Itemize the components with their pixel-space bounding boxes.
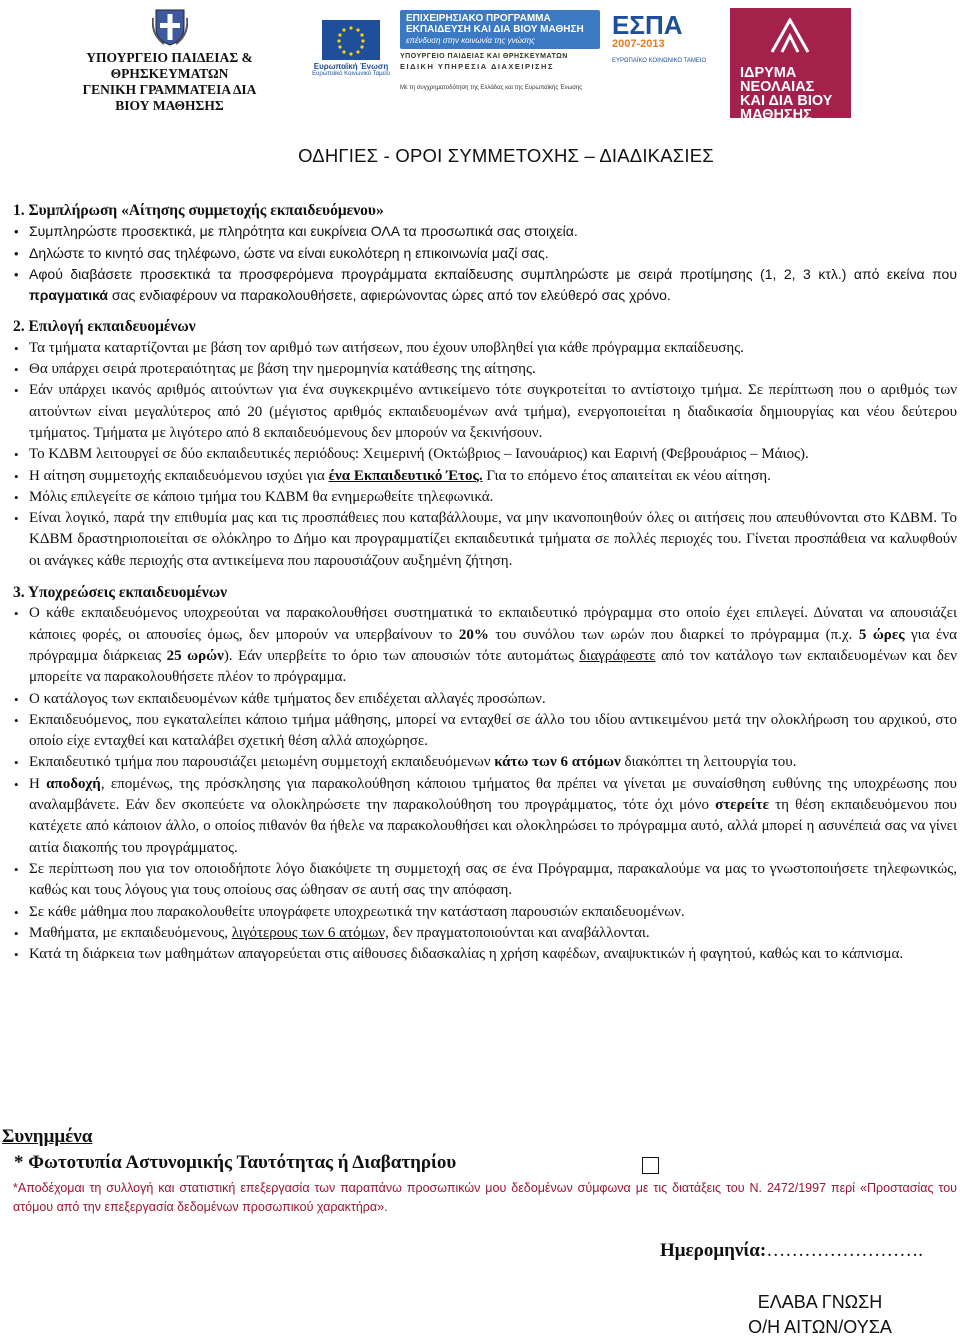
idryma-line-4: ΜΑΘΗΣΗΣ <box>740 107 812 123</box>
section-1-heading: 1. Συμπλήρωση «Αίτησης συμμετοχής εκπαιδευόμενου» <box>13 202 384 219</box>
program-logo <box>400 10 600 91</box>
date-dots: ……………………. <box>766 1240 923 1261</box>
espa-logo <box>612 12 712 64</box>
eu-sub-label: Ευρωπαϊκό Κοινωνικό Ταμείο <box>312 71 390 77</box>
consent-footnote: *Αποδέχομαι τη συλλογή και στατιστική επεξεργασία των παραπάνω προσωπικών μου δεδομένων σύμφωνα με τις διατάξεις του Ν. 2472/1997 περί «Προστασίας του ατόμου από την επεξεργασία δεδομένων προσωπικού χαρακτήρα». <box>13 1181 957 1214</box>
list-item: • Η αποδοχή, επομένως, της πρόσκλησης για παρακολούθηση κάποιου τμήματος θα πρέπει να γίνεται με συναίσθηση ευθύνης της υποχρέωσης που αναλαμβάνετε. Εάν δεν σκοπεύετε να ολοκληρώσετε την παρακολούθηση του προγράμματος, τότε όχι μόνο στερείτε τη θέση εκπαιδευόμενου που κατέχετε από κάποιον άλλο, ο οποίος πιθανόν θα ήθελε να παρακολουθήσει και ολοκληρώσει το πρόγραμμα αυτό, αλλά μπορεί η ασυνέπειά σας να γίνει αιτία διακοπής του προγράμματος. <box>13 774 957 859</box>
espa-sub: ΕΥΡΩΠΑΪΚΟ ΚΟΙΝΩΝΙΚΟ ΤΑΜΕΙΟ <box>612 58 707 64</box>
list-item: • Μόλις επιλεγείτε σε κάποιο τμήμα του ΚΔΒΜ θα ενημερωθείτε τηλεφωνικά. <box>13 487 957 508</box>
idryma-line-1: ΙΔΡΥΜΑ <box>740 65 797 81</box>
list-item: • Θα υπάρχει σειρά προτεραιότητας με βάση την ημερομηνία κατάθεσης της αίτησης. <box>13 359 957 380</box>
idryma-emblem-icon <box>770 18 810 54</box>
list-item: • Το ΚΔΒΜ λειτουργεί σε δύο εκπαιδευτικές περιόδους: Χειμερινή (Οκτώβριος – Ιανουάριος) και Εαρινή (Φεβρουάριος – Μάιος). <box>13 444 957 465</box>
section-1-list <box>13 221 957 306</box>
program-service: ΕΙΔΙΚΗ ΥΠΗΡΕΣΙΑ ΔΙΑΧΕΙΡΙΣΗΣ <box>400 62 554 71</box>
date-field[interactable] <box>660 1240 923 1262</box>
greek-emblem-icon <box>152 8 188 46</box>
section-3-heading: 3. Υποχρεώσεις εκπαιδευομένων <box>13 584 228 602</box>
list-item: • Αφού διαβάσετε προσεκτικά τα προσφερόμενα προγράμματα εκπαίδευσης συμπληρώστε με σειρά προτίμησης (1, 2, 3 κτλ.) από εκείνα που πραγματικά σας ενδιαφέρουν να παρακολουθήσετε, αφιερώνοντας ώρες από τον ελεύθερό σας χρόνο. <box>13 264 957 307</box>
list-item: • Εάν υπάρχει ικανός αριθμός αιτούντων για ένα συγκεκριμένο αντικείμενο τότε συγκροτείται το αντίστοιχο τμήμα. Σε περίπτωση που ο αριθμός των αιτούντων είναι μεγαλύτερος από 20 (μέγιστος αριθμός εκπαιδευομένων ανά τμήμα), ενεργοποιείται η διαδικασία δημιουργίας και νέου δεύτερου τμήματος. Τμήματα με λιγότερο από 8 εκπαιδευόμενους δεν μπορούν να ξεκινήσουν. <box>13 380 957 444</box>
list-item: • Σε περίπτωση που για τον οποιοδήποτε λόγο διακόψετε τη συμμετοχή σας σε ένα Πρόγραμμα, παρακαλούμε να μας το γνωστοποιήσετε τηλεφωνικώς, καθώς και τους λόγους για τους οποίους σας ώθησαν σε αυτή σας την απόφαση. <box>13 859 957 902</box>
eu-label: Ευρωπαϊκή Ένωση <box>313 62 389 71</box>
document-body <box>13 200 957 965</box>
ministry-line-3: ΓΕΝΙΚΗ ΓΡΑΜΜΑΤΕΙΑ ΔΙΑ <box>82 82 257 97</box>
list-item: • Εκπαιδευτικό τμήμα που παρουσιάζει μειωμένη συμμετοχή εκπαιδευόμενων κάτω των 6 ατόμων διακόπτει τη λειτουργία του. <box>13 752 957 773</box>
section-2-list <box>13 338 957 572</box>
idryma-line-3: ΚΑΙ ΔΙΑ ΒΙΟΥ <box>740 93 833 109</box>
received-line-1: ΕΛΑΒΑ ΓΝΩΣΗ <box>757 1292 883 1312</box>
program-banner-text: ΕΠΙΧΕΙΡΗΣΙΑΚΟ ΠΡΟΓΡΑΜΜΑ ΕΚΠΑΙΔΕΥΣΗ ΚΑΙ ΔΙΑ ΒΙΟΥ ΜΑΘΗΣΗ <box>406 13 584 35</box>
ministry-line-1: ΥΠΟΥΡΓΕΙΟ ΠΑΙΔΕΙΑΣ & <box>86 50 253 65</box>
list-item: • Συμπληρώστε προσεκτικά, με πληρότητα και ευκρίνεια ΟΛΑ τα προσωπικά σας στοιχεία. <box>13 221 957 242</box>
list-item: • Δηλώστε το κινητό σας τηλέφωνο, ώστε να είναι ευκολότερη η επικοινωνία μαζί σας. <box>13 243 957 264</box>
attachment-checkbox[interactable] <box>642 1157 659 1174</box>
program-banner <box>400 10 600 49</box>
date-label: Ημερομηνία: <box>660 1240 767 1261</box>
ministry-line-2: ΘΡΗΣΚΕΥΜΑΤΩΝ <box>110 66 229 81</box>
list-item: • Είναι λογικό, παρά την επιθυμία μας και τις προσπάθειες που καταβάλλουμε, να μην ικανοποιηθούν όλες οι αιτήσεις που απευθύνονται στο ΚΔΒΜ. Το ΚΔΒΜ δραστηριοποιείται σε ολόκληρο το Δήμο και προγραμματίζει εκπαιδευτικά τμήματα σε πολλές περιοχές του. Γίνεται προσπάθεια να καλυφθούν οι ανάγκες κάθε περιοχής στα αντικείμενα που παρουσιάζουν αυξημένη ζήτηση. <box>13 508 957 572</box>
program-slogan: επένδυση στην κοινωνία της γνώσης <box>406 36 536 45</box>
list-item: • Εκπαιδευόμενος, που εγκαταλείπει κάποιο τμήμα μάθησης, μπορεί να ενταχθεί σε άλλο του ιδίου αντικειμένου μετά την ολοκλήρωση του αρχικού, στο οποίο είχε ενταχθεί και καταλάβει σχετική θέση αλλά αποχώρησε. <box>13 710 957 753</box>
list-item: • Σε κάθε μάθημα που παρακολουθείτε υπογράφετε υποχρεωτικά την κατάσταση παρουσιών εκπαιδευομένων. <box>13 902 957 923</box>
eu-flag-icon <box>322 20 380 60</box>
page-header <box>0 0 960 125</box>
list-item: • Ο κάθε εκπαιδευόμενος υποχρεούται να παρακολουθήσει συστηματικά το εκπαιδευτικό πρόγραμμα στο οποίο έχει επιλεγεί. Δύναται να απουσιάζει κάποιες φορές, οι απουσίες όμως, δεν μπορούν να υπερβαίνουν το 20% του συνόλου των ωρών που διαρκεί το πρόγραμμα (π.χ. 5 ώρες για ένα πρόγραμμα διάρκειας 25 ωρών). Εάν υπερβείτε το όριο των απουσιών τότε αυτομάτως διαγράφεστε από τον κατάλογο των εκπαιδευομένων και δεν μπορείτε να παρακολουθήσετε πλέον το πρόγραμμα. <box>13 603 957 688</box>
espa-logo-text: ΕΣΠΑ <box>612 10 683 40</box>
ministry-header <box>62 8 277 114</box>
list-item: • Τα τμήματα καταρτίζονται με βάση τον αριθμό των αιτήσεων, που έχουν υποβληθεί για κάθε πρόγραμμα εκπαίδευσης. <box>13 338 957 359</box>
list-item: • Ο κατάλογος των εκπαιδευομένων κάθε τμήματος δεν επιδέχεται αλλαγές προσώπων. <box>13 689 957 710</box>
attachments-title: Συνημμένα <box>2 1126 93 1147</box>
eu-logo <box>312 10 390 77</box>
espa-years: 2007-2013 <box>612 38 665 50</box>
section-2-heading: 2. Επιλογή εκπαιδευομένων <box>13 318 196 336</box>
program-ministry: ΥΠΟΥΡΓΕΙΟ ΠΑΙΔΕΙΑΣ ΚΑΙ ΘΡΗΣΚΕΥΜΑΤΩΝ <box>400 53 568 60</box>
signature-block <box>725 1290 915 1340</box>
ministry-line-4: ΒΙΟΥ ΜΑΘΗΣΗΣ <box>115 98 224 113</box>
idryma-line-2: ΝΕΟΛΑΙΑΣ <box>740 79 815 95</box>
list-item: • Η αίτηση συμμετοχής εκπαιδευόμενου ισχύει για ένα Εκπαιδευτικό Έτος. Για το επόμενο έτος απαιτείται εκ νέου αίτηση. <box>13 466 957 487</box>
list-item: • Κατά τη διάρκεια των μαθημάτων απαγορεύεται στις αίθουσες διδασκαλίας η χρήση καφέδων, αναψυκτικών ή φαγητού, καθώς και το κάπνισμα. <box>13 944 957 965</box>
received-line-2: Ο/Η ΑΙΤΩΝ/ΟΥΣΑ <box>748 1317 892 1337</box>
idryma-logo <box>730 8 851 123</box>
attachment-id-copy: * Φωτοτυπία Αστυνομικής Ταυτότητας ή Διαβατηρίου <box>14 1152 457 1173</box>
page-title: ΟΔΗΓΙΕΣ - ΟΡΟΙ ΣΥΜΜΕΤΟΧΗΣ – ΔΙΑΔΙΚΑΣΙΕΣ <box>298 145 714 166</box>
list-item: • Μαθήματα, με εκπαιδευόμενους, λιγότερους των 6 ατόμων, δεν πραγματοποιούνται και αναβάλλονται. <box>13 923 957 944</box>
section-3-list <box>13 603 957 965</box>
program-footer: Με τη συγχρηματοδότηση της Ελλάδας και της Ευρωπαϊκής Ένωσης <box>400 85 583 91</box>
